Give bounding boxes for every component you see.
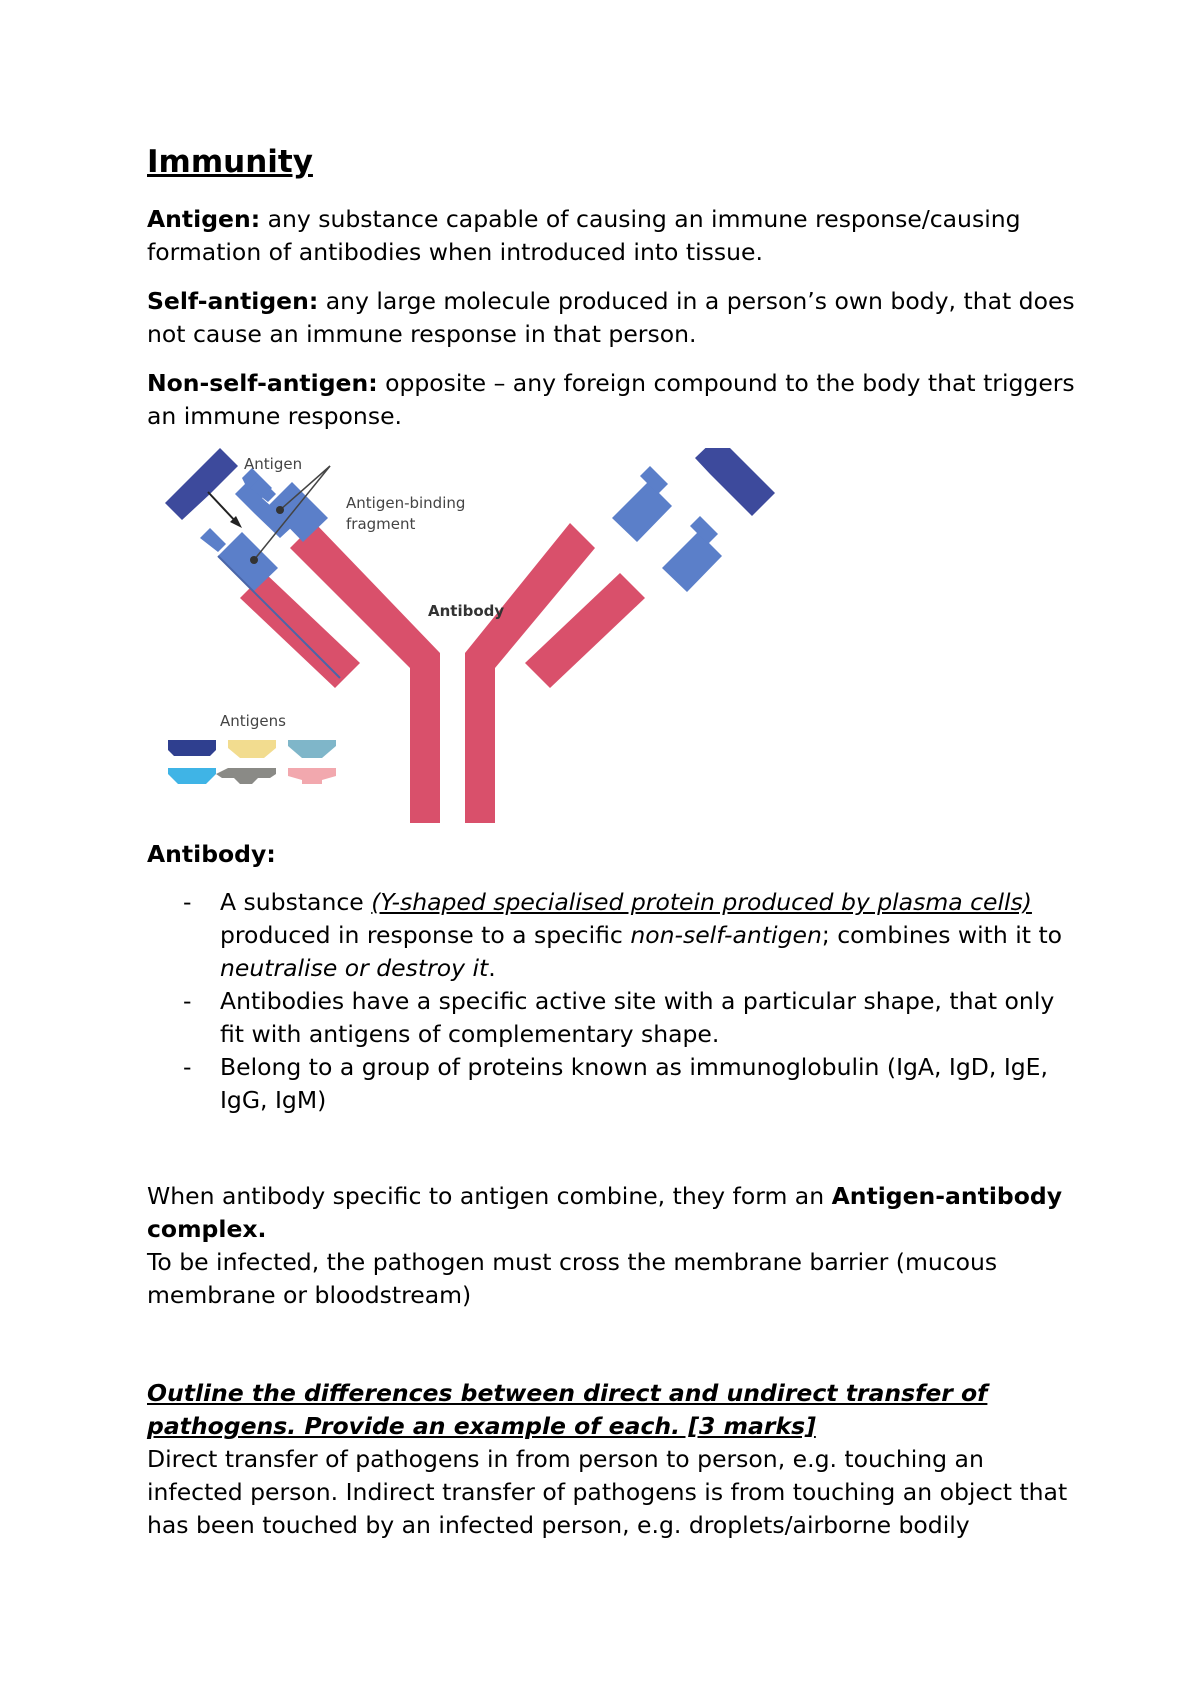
self-antigen-term: Self-antigen: [147,287,319,315]
right-binding-fragment-outer-body [612,482,672,542]
antigen-swatch-yellow [228,740,276,758]
bullet-dash: - [183,987,192,1015]
non-self-antigen-text: opposite – any foreign compound to the body that triggers an immune response. [147,369,1075,430]
self-antigen-text: any large molecule produced in a person’s own body, that does not cause an immune response in that person. [147,287,1075,348]
label-antigens: Antigens [220,712,286,730]
antigen-swatch-teal [288,740,336,758]
bullet1-italic-action: neutralise or destroy it [220,954,489,982]
bullet2-text: Antibodies have a specific active site with a particular shape, that only fit with antigens of complementary shape. [220,987,1055,1048]
bullet1-mid: produced in response to a specific [220,921,631,949]
complex-pre: When antibody specific to antigen combine, they form an [147,1182,832,1210]
pointer-dot-1 [276,506,284,514]
non-self-antigen-definition [147,367,1077,433]
antigen-text: any substance capable of causing an immune response/causing formation of antibodies when introduced into tissue. [147,205,1021,266]
right-antigen-shape [695,448,775,516]
exam-answer: Direct transfer of pathogens in from person to person, e.g. touching an infected person. Indirect transfer of pathogens is from touching an object that has been touched by an infected person, e.g. droplets/airborne bodily [147,1445,1068,1539]
left-binding-fragment-inner-tip [200,528,226,552]
exam-question: Outline the differences between direct and undirect transfer of pathogens. Provide an example of each. [3 marks] [147,1379,988,1440]
non-self-antigen-term: Non-self-antigen: [147,369,378,397]
antibody-heading: Antibody: [147,840,276,868]
antigen-swatch-pink [288,768,336,784]
complex-term: Antigen-antibody complex. [147,1182,1063,1243]
self-antigen-definition [147,285,1077,351]
bullet1-pre: A substance [220,888,372,916]
list-item [147,985,1077,1051]
bullet1-mid2: ; combines with it to [821,921,1063,949]
complex-line2: To be infected, the pathogen must cross the membrane barrier (mucous membrane or bloodstream) [147,1248,998,1309]
bullet1-end: . [488,954,496,982]
bullet3-text: Belong to a group of proteins known as immunoglobulin (IgA, IgD, IgE, IgG, IgM) [220,1053,1048,1114]
left-antigen-shape [165,448,238,520]
antigen-swatch-blue [168,768,216,784]
label-binding-2: fragment [346,515,416,533]
antigen-swatch-navy [168,740,216,756]
antigen-swatch-grey [216,768,276,784]
antibody-bullet-list [147,886,1077,1117]
bullet-dash: - [183,1053,192,1081]
page-title: Immunity [147,144,313,180]
right-binding-fragment-inner-body [662,532,722,592]
antibody-diagram [160,448,780,823]
antigen-definition [147,203,1077,269]
list-item [147,886,1077,985]
right-heavy-chain [465,523,595,823]
label-antigen: Antigen [244,455,303,473]
label-antibody: Antibody [428,602,505,620]
list-item [147,1051,1077,1117]
complex-paragraph [147,1180,1077,1312]
bullet1-parenthetical: (Y-shaped specialised protein produced by plasma cells) [371,888,1032,916]
pointer-dot-2 [250,556,258,564]
bullet1-italic-term: non-self-antigen [630,921,822,949]
bullet-dash: - [183,888,192,916]
antigen-term: Antigen: [147,205,261,233]
label-binding-1: Antigen-binding [346,494,466,512]
